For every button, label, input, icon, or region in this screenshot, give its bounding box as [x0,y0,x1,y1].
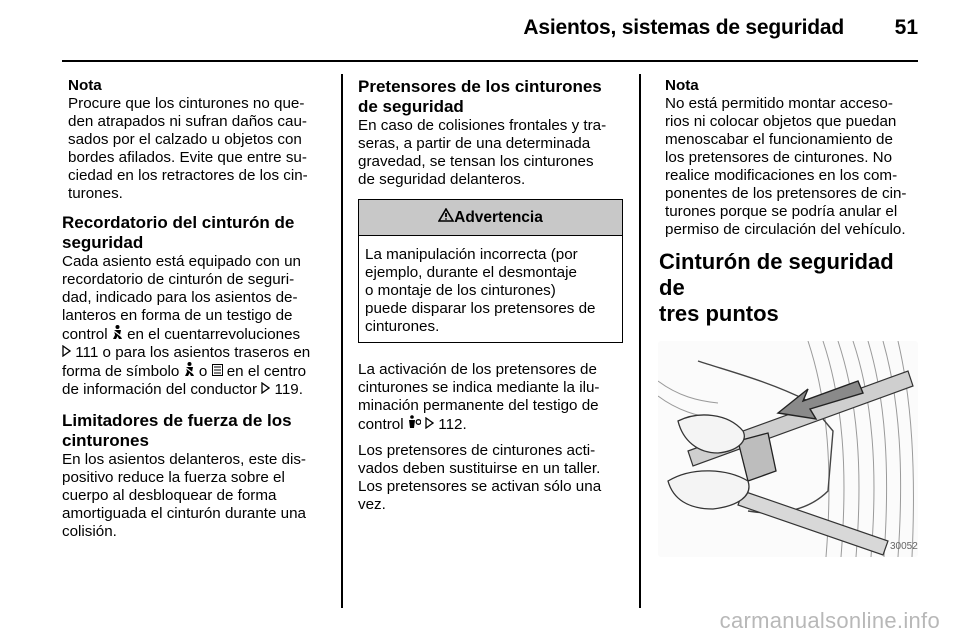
seatbelt-illustration [658,341,918,557]
pretensioner-replacement-text: Los pretensores de cinturones acti- vados deben sustituirse en un taller. Los pretensores se activan sólo una vez. [358,442,602,513]
seatbelt-drawing [658,341,918,557]
triangle-ref-icon [425,416,434,434]
note-line: ciedad en los retractores de los cin- [68,167,308,184]
note-line: turones porque se podría anular el [665,203,898,220]
pretensioner-activation-text: La activación de los pretensores de cinturones se indica mediante la ilu- minación permanente del testigo de control 112. [358,361,600,433]
warning-triangle-icon [438,208,454,227]
section-heading-seatbelt-reminder: Recordatorio del cinturón de seguridad [62,213,295,252]
rear-seat-status-icon [212,363,223,381]
column-divider-1 [341,74,343,608]
page-header-title: Asientos, sistemas de seguridad [523,16,844,39]
note-line: bordes afilados. Evite que entre su- [68,149,307,166]
warning-box [358,199,623,343]
note-line: turones. [68,185,123,202]
section-heading-three-point-belt: Cinturón de seguridad de tres puntos [659,249,894,326]
note-line: sados por el calzado u objetos con [68,131,302,148]
column-1 [62,77,332,541]
page-number: 51 [894,16,918,39]
footer-watermark[interactable]: carmanualsonline.info [719,608,940,633]
note-line: menoscabar el funcionamiento de [665,131,893,148]
warning-title: Advertencia [454,209,543,226]
note-label: Nota [68,77,102,94]
section-heading-pretensioners: Pretensores de los cinturones de seguridad [358,77,602,116]
seatbelt-person-icon [184,362,195,381]
section-heading-force-limiters: Limitadores de fuerza de los cinturones [62,411,292,450]
figure-code: 30052 [890,541,918,552]
column-2 [358,77,623,514]
note-line: Procure que los cinturones no que- [68,95,305,112]
note-line: permiso de circulación del vehículo. [665,221,906,238]
pretensioners-intro: En caso de colisiones frontales y tra- seras, a partir de una determinada gravedad, se tensan los cinturones de seguridad delanteros. [358,117,607,188]
note-label: Nota [665,77,699,94]
warning-body: La manipulación incorrecta (por ejemplo, durante el desmontaje o montaje de los cinturones) puede disparar los pretensores de cinturones. [365,246,596,335]
note-line: den atrapados ni sufran daños cau- [68,113,307,130]
note-box [62,77,332,203]
airbag-person-icon [408,415,421,434]
column-divider-2 [639,74,641,608]
column-3 [659,77,921,371]
triangle-ref-icon [261,381,270,399]
seatbelt-person-icon [112,325,123,344]
triangle-ref-icon [62,344,71,362]
note-line: realice modificaciones en los com- [665,167,898,184]
note-line: los pretensores de cinturones. No [665,149,893,166]
header-rule [62,60,918,62]
note-box [659,77,921,239]
note-line: No está permitido montar acceso- [665,95,893,112]
force-limiters-text: En los asientos delanteros, este dis- positivo reduce la fuerza sobre el cuerpo al desbloquear de forma amortiguada el cinturón durante una colisión. [62,451,307,540]
seatbelt-reminder-text: Cada asiento está equipado con un recordatorio de cinturón de seguri- dad, indicado para los asientos de- lanteros en forma de un testigo de control en el cuentarrevoluciones 111 o para los asientos traseros en forma de símbolo o en el centro de información del conductor 119. [62,253,311,398]
warning-header [359,200,622,236]
note-line: ponentes de los pretensores de cin- [665,185,907,202]
note-line: rios ni colocar objetos que puedan [665,113,897,130]
